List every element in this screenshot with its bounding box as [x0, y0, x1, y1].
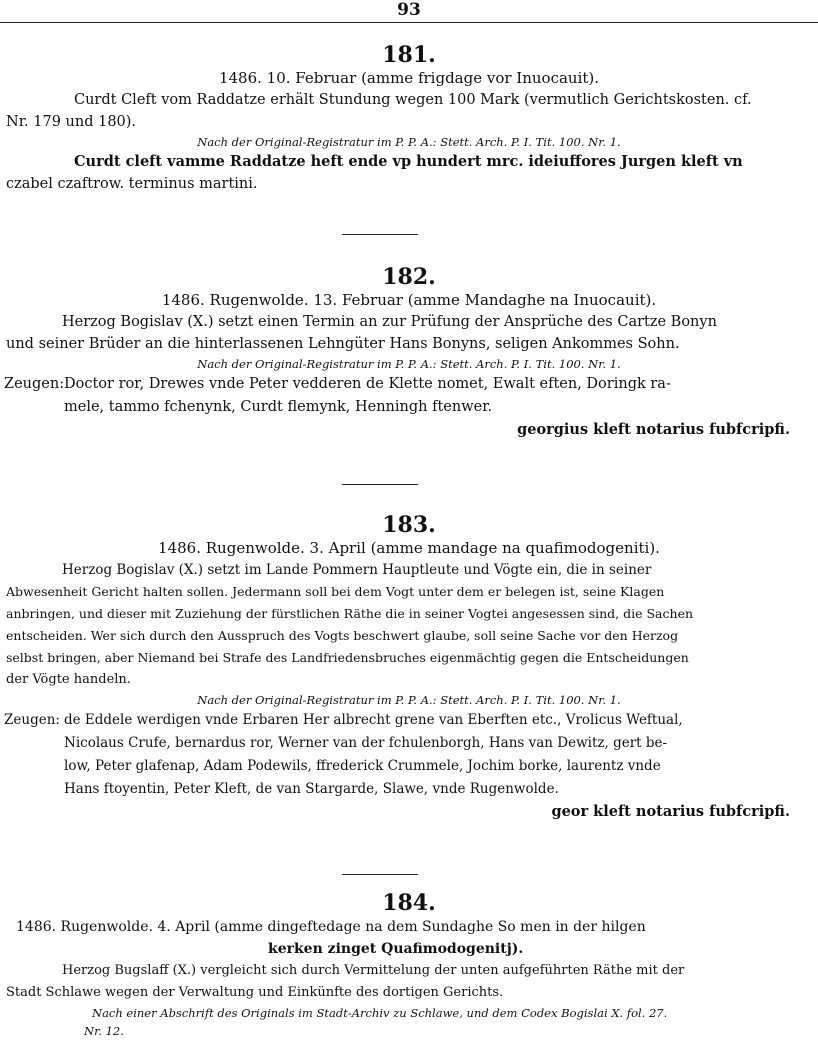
entry-number: 183. — [382, 512, 436, 538]
entry-number: 181. — [382, 42, 436, 68]
witness-line: de Eddele werdigen vnde Erbaren Her albrecht grene van Eberften etc., Vrolicus Weftual, — [64, 712, 683, 728]
witness-block — [0, 709, 818, 801]
summary-line: der Vögte handeln. — [6, 672, 131, 687]
summary-line: Abwesenheit Gericht halten sollen. Jedermann soll bei dem Vogt unter dem er belegen ist, seine Klagen — [6, 584, 665, 599]
entry-181 — [0, 42, 818, 195]
witness-line: Nicolaus Crufe, bernardus ror, Werner van der fchulenborgh, Hans van Dewitz, gert be- — [64, 735, 668, 751]
summary-line: selbst bringen, aber Niemand bei Strafe des Landfriedensbruches eigenmächtig gegen die Entscheidungen — [6, 650, 689, 665]
text-line: czabel czaftrow. terminus martini. — [6, 176, 258, 192]
section-rule — [342, 484, 418, 485]
witness-line: mele, tammo fchenynk, Curdt flemynk, Henningh ftenwer. — [64, 399, 493, 415]
entry-184 — [0, 890, 818, 1040]
entry-182 — [0, 264, 818, 441]
signature: geor kleft notarius fubfcripfi. — [551, 803, 790, 820]
witness-label: Zeugen: — [4, 712, 60, 728]
header-rule — [0, 22, 818, 23]
source-note: Nach der Original-Registratur im P. P. A.: Stett. Arch. P. I. Tit. 100. Nr. 1. — [197, 135, 621, 149]
entry-date-line: kerken zinget Quafimodogenitj). — [268, 941, 524, 957]
signature: georgius kleft notarius fubfcripfi. — [517, 421, 790, 438]
witness-label: Zeugen: — [4, 376, 65, 392]
summary-line: Herzog Bogislav (X.) setzt einen Termin an zur Prüfung der Ansprüche des Cartze Bonyn — [62, 314, 717, 330]
entry-number: 184. — [382, 890, 436, 916]
entry-date-line: 1486. Rugenwolde. 4. April (amme dingeftedage na dem Sundaghe So men in der hilgen — [16, 919, 646, 935]
section-rule — [342, 874, 418, 875]
entry-date: 1486. 10. Februar (amme frigdage vor Inuocauit). — [218, 69, 600, 87]
summary-line: Curdt Cleft vom Raddatze erhält Stundung wegen 100 Mark (vermutlich Gerichtskosten. cf. — [74, 92, 752, 108]
page-number: 93 — [397, 0, 421, 20]
entry-number: 182. — [382, 264, 436, 290]
source-note: Nr. 12. — [84, 1024, 124, 1038]
summary-line: anbringen, und dieser mit Zuziehung der fürstlichen Räthe die in seiner Vogtei angesessen sind, die Sachen — [6, 606, 694, 621]
witness-line: Hans ftoyentin, Peter Kleft, de van Stargarde, Slawe, vnde Rugenwolde. — [64, 781, 559, 797]
summary-line: und seiner Brüder an die hinterlassenen Lehngüter Hans Bonyns, seligen Ankommes Sohn. — [6, 336, 680, 352]
source-note: Nach der Original-Registratur im P. P. A.: Stett. Arch. P. I. Tit. 100. Nr. 1. — [197, 693, 621, 707]
entry-date: 1486. Rugenwolde. 3. April (amme mandage na quafimodogeniti). — [158, 539, 660, 557]
source-note: Nach der Original-Registratur im P. P. A.: Stett. Arch. P. I. Tit. 100. Nr. 1. — [197, 357, 621, 371]
summary-line: Stadt Schlawe wegen der Verwaltung und Einkünfte des dortigen Gerichts. — [6, 985, 504, 1000]
entry-183 — [0, 512, 818, 823]
source-note: Nach einer Abschrift des Originals im Stadt-Archiv zu Schlawe, und dem Codex Bogislai X. fol. 27. — [92, 1006, 668, 1020]
entry-date: 1486. Rugenwolde. 13. Februar (amme Mandaghe na Inuocauit). — [161, 291, 657, 309]
witness-block — [0, 373, 818, 419]
text-line: Curdt cleft vamme Raddatze heft ende vp hundert mrc. ideiuffores Jurgen kleft vn — [74, 153, 743, 170]
summary-line: Herzog Bogislav (X.) setzt im Lande Pommern Hauptleute und Vögte ein, die in seiner — [62, 562, 652, 578]
witness-line: low, Peter glafenap, Adam Podewils, ffrederick Crummele, Jochim borke, laurentz vnde — [64, 758, 661, 774]
section-rule — [342, 234, 418, 235]
summary-line: Nr. 179 und 180). — [6, 114, 137, 130]
witness-line: Doctor ror, Drewes vnde Peter vedderen de Klette nomet, Ewalt eften, Doringk ra- — [64, 376, 671, 392]
summary-line: Herzog Bugslaff (X.) vergleicht sich durch Vermittelung der unten aufgeführten Räthe mit der — [62, 963, 685, 978]
summary-line: entscheiden. Wer sich durch den Ausspruch des Vogts beschwert glaube, soll seine Sache vor den Herzog — [6, 628, 679, 643]
